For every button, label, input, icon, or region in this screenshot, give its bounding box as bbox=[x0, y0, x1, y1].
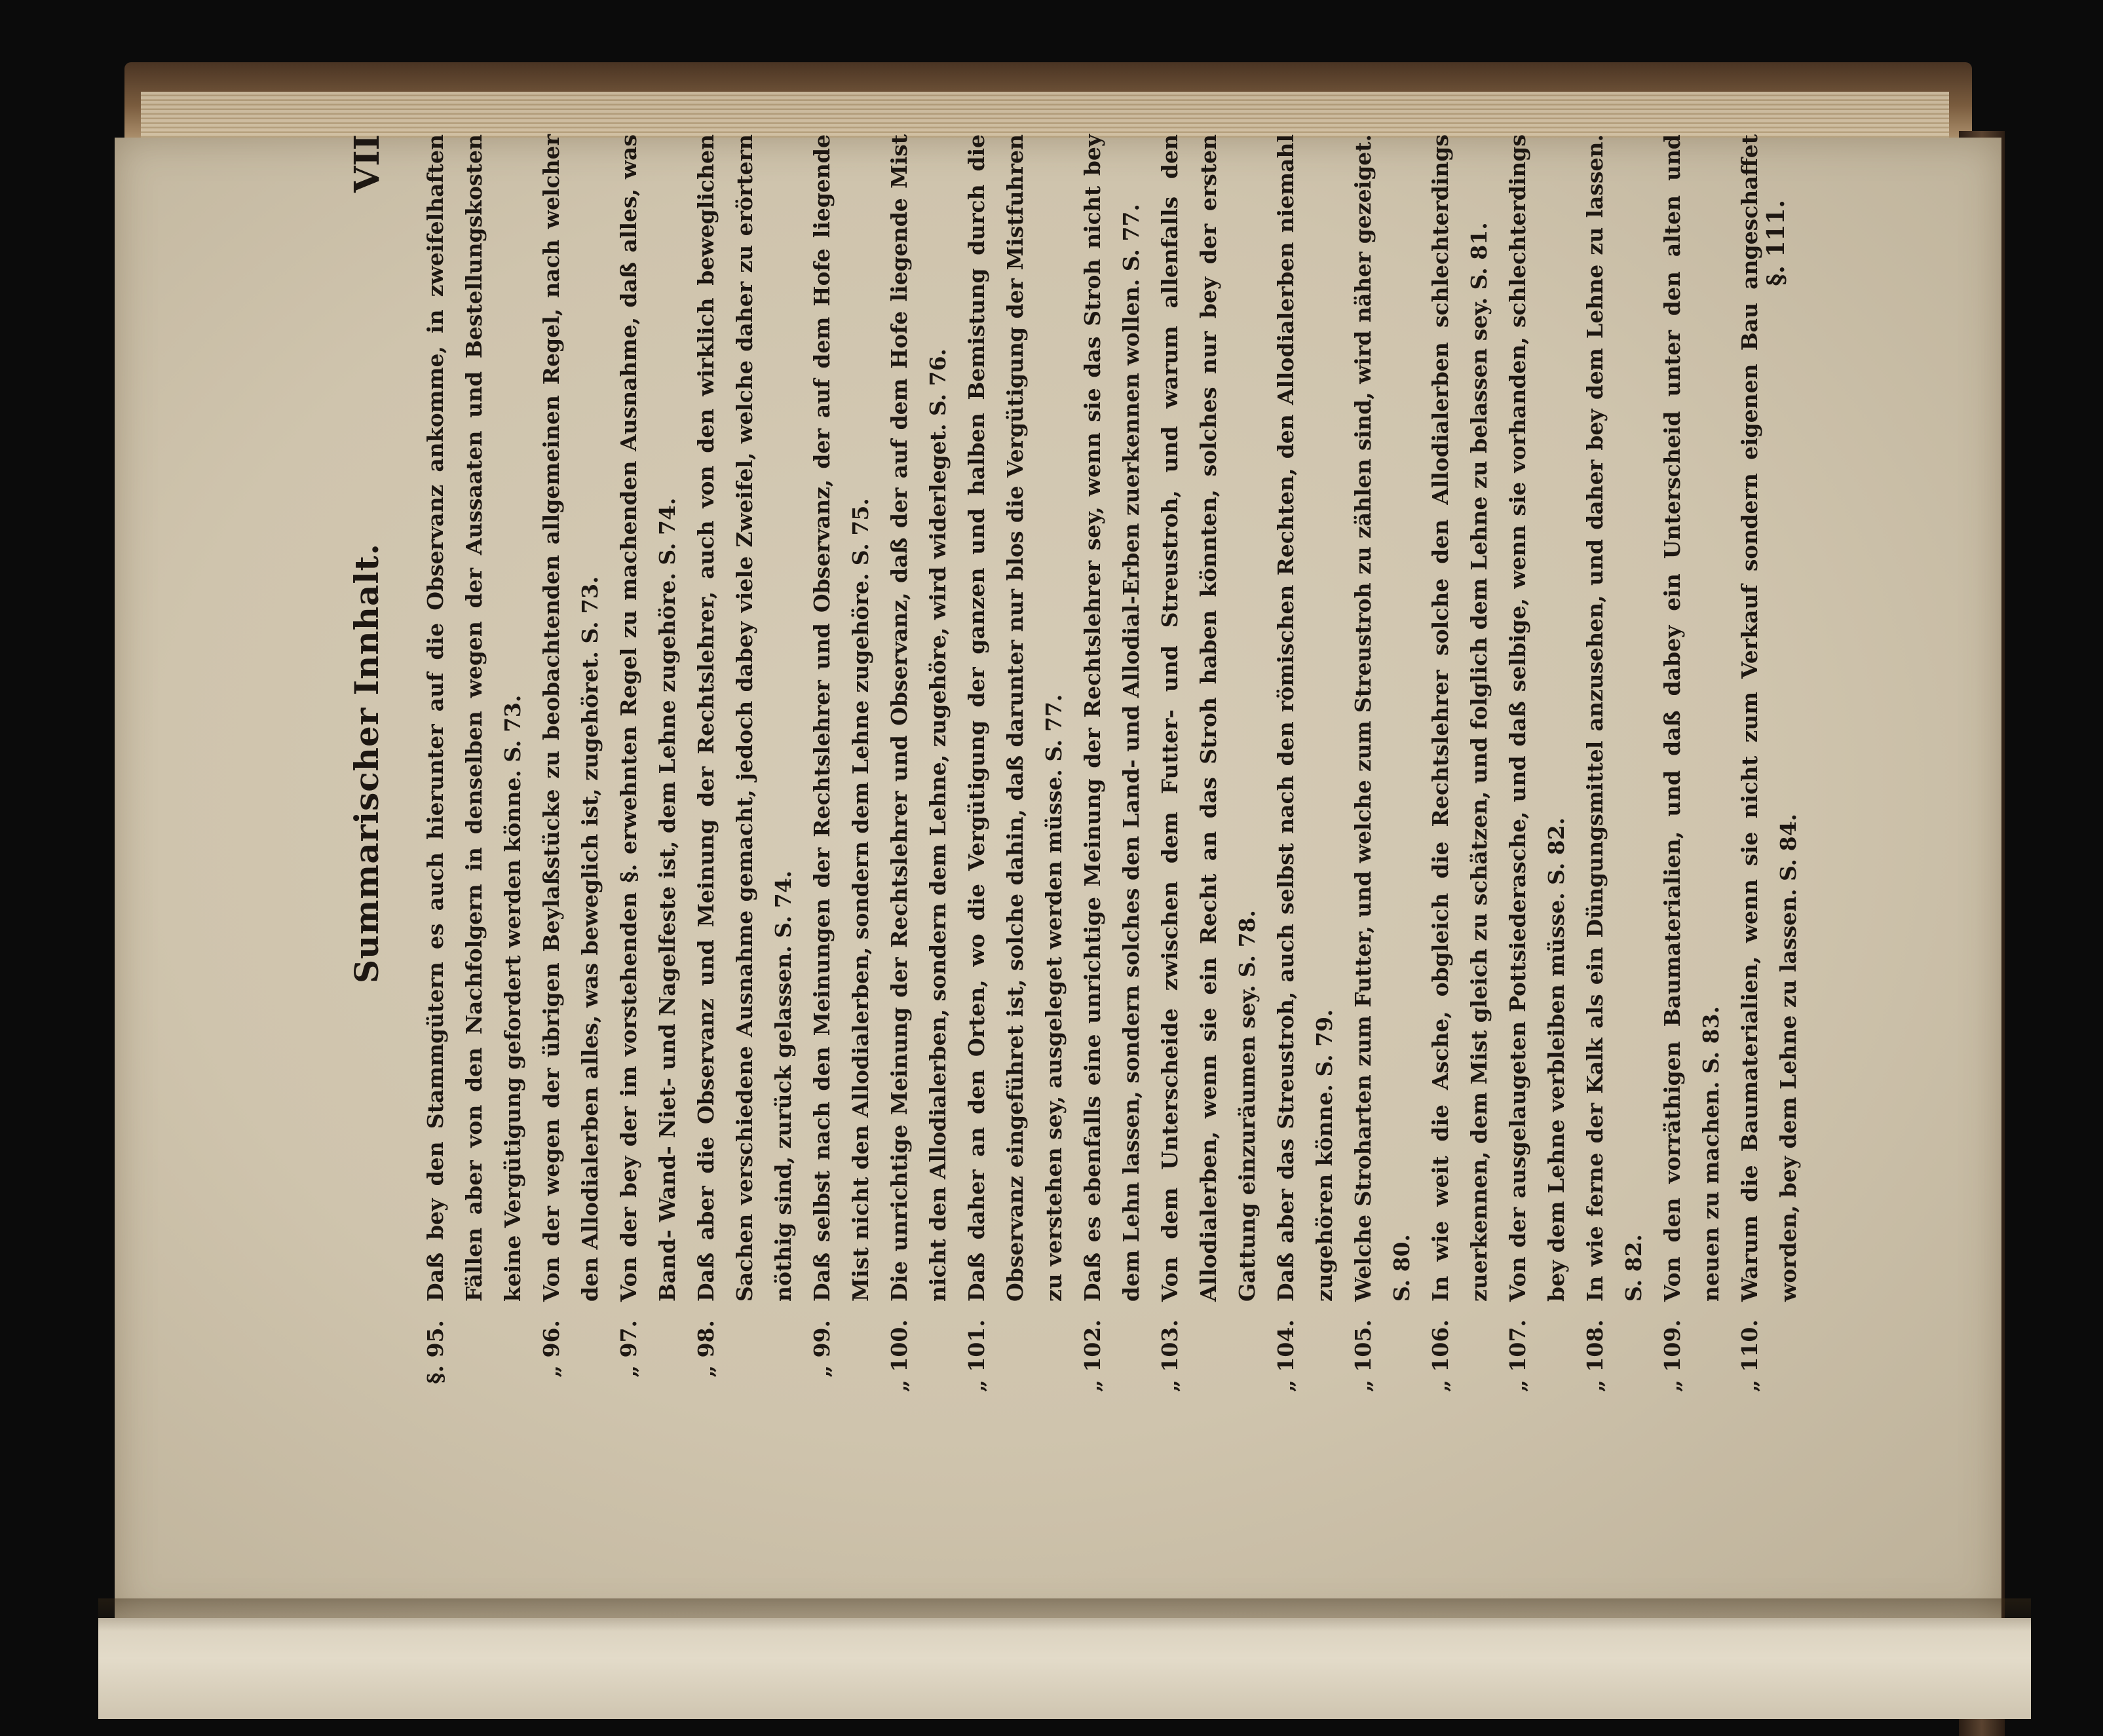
entry-number: „ 110. bbox=[1737, 1319, 1762, 1392]
entry-number: „ 108. bbox=[1582, 1319, 1608, 1392]
entry-text: In wie weit die Asche, obgleich die Rechtslehrer solche den Allodialerben schlechterdings zuerkennen, dem Mist gleich zu schätzen, und folglich dem Lehne zu belassen sey. S. 81. bbox=[1428, 134, 1492, 1302]
list-item bbox=[880, 134, 957, 1392]
entry-number: „ 103. bbox=[1157, 1319, 1183, 1392]
entry-text: Die unrichtige Meinung der Rechtslehrer und Observanz, daß der auf dem Hofe liegende Mist nicht den Allodialerben, sondern dem Lehne, zugehöre, wird widerleget. S. 76. bbox=[886, 134, 951, 1302]
entry-text: Daß daher an den Orten, wo die Vergütigung der ganzen und halben Bemistung durch die Observanz eingeführet ist, solche dahin, daß darunter nur blos die Vergütigung der Mistfuhren zu verstehen sey, ausgeleget werden müsse. S. 77. bbox=[964, 134, 1067, 1302]
entry-number: „ 97. bbox=[616, 1320, 641, 1378]
entry-number: „ 99. bbox=[809, 1320, 835, 1378]
page-title: Summarischer Innhalt. bbox=[347, 543, 386, 983]
facing-page bbox=[98, 1618, 2031, 1719]
list-item bbox=[416, 134, 532, 1392]
entry-number: „ 100. bbox=[886, 1319, 912, 1392]
entry-text: Daß selbst nach den Meinungen der Rechtslehrer und Observanz, der auf dem Hofe liegende Mist nicht den Allodialerben, sondern dem Lehne zugehöre. S. 75. bbox=[809, 134, 873, 1302]
list-item bbox=[532, 134, 609, 1392]
entry-number: „ 106. bbox=[1428, 1319, 1453, 1392]
list-item bbox=[1344, 134, 1421, 1392]
entry-text: Welche Stroharten zum Futter, und welche zum Streustroh zu zählen sind, wird näher gezeiget. S. 80. bbox=[1350, 134, 1414, 1302]
entry-number: „ 101. bbox=[964, 1319, 989, 1392]
entry-text: Daß es ebenfalls eine unrichtige Meinung der Rechtslehrer sey, wenn sie das Stroh nicht bey dem Lehn lassen, sondern solches den Land- und Allodial-Erben zuerkennen wollen. S. 77. bbox=[1080, 134, 1144, 1302]
rotated-text-block bbox=[341, 134, 1847, 1392]
spine-shadow bbox=[98, 1598, 2031, 1631]
entry-text: Von den vorräthigen Baumaterialien, und daß dabey ein Unterscheid unter den alten und neuen zu machen. S. 83. bbox=[1659, 134, 1724, 1302]
entry-text: Warum die Baumaterialien, wenn sie nicht zum Verkauf sondern eigenen Bau angeschaffet worden, bey dem Lehne zu lassen. S. 84. bbox=[1737, 134, 1801, 1302]
entry-number: „ 109. bbox=[1659, 1319, 1685, 1392]
list-item bbox=[1150, 134, 1266, 1392]
list-item bbox=[1498, 134, 1576, 1392]
entry-number: „ 107. bbox=[1505, 1319, 1530, 1392]
list-item bbox=[1730, 134, 1808, 1392]
list-item bbox=[609, 134, 687, 1392]
entry-text: Daß aber die Observanz und Meinung der Rechtslehrer, auch von den wirklich beweglichen Sachen verschiedene Ausnahme gemacht, jedoch dabey viele Zweifel, welche daher zu erörtern nöthig sind, zurück gelassen. S. 74. bbox=[693, 134, 796, 1302]
list-item bbox=[957, 134, 1073, 1392]
list-item bbox=[687, 134, 803, 1392]
entry-list bbox=[416, 134, 1808, 1392]
list-item bbox=[1266, 134, 1344, 1392]
entry-number: „ 102. bbox=[1080, 1319, 1105, 1392]
catchword: §. 111. bbox=[1762, 200, 1790, 286]
list-item bbox=[1421, 134, 1498, 1392]
list-item bbox=[1653, 134, 1730, 1392]
entry-text: Von dem Unterscheide zwischen dem Futter- und Streustroh, und warum allenfalls den Allodialerben, wenn sie ein Recht an das Stroh haben könnten, solches nur bey der ersten Gattung einzuräumen sey. S. 78. bbox=[1157, 134, 1260, 1302]
list-item bbox=[1576, 134, 1653, 1392]
page-header bbox=[341, 134, 419, 1392]
entry-text: Von der ausgelaugeten Pottsiederasche, und daß selbige, wenn sie vorhanden, schlechterdings bey dem Lehne verbleiben müsse. S. 82. bbox=[1505, 134, 1569, 1302]
entry-text: Daß bey den Stammgütern es auch hierunter auf die Observanz ankomme, in zweifelhaften Fällen aber von den Nachfolgern in denselben wegen der Aussaaten und Bestellungskosten keine Vergütigung gefordert werden könne. S. 73. bbox=[423, 134, 525, 1302]
entry-text: Von der bey der im vorstehenden §. erwehnten Regel zu machenden Ausnahme, daß alles, was Band- Wand- Niet- und Nagelfeste ist, dem Lehne zugehöre. S. 74. bbox=[616, 134, 680, 1302]
list-item bbox=[1073, 134, 1150, 1392]
entry-number: „ 104. bbox=[1273, 1319, 1298, 1392]
entry-number: „ 98. bbox=[693, 1320, 719, 1378]
entry-text: Daß aber das Streustroh, auch selbst nach den römischen Rechten, den Allodialerben niemahl zugehören könne. S. 79. bbox=[1273, 134, 1337, 1302]
list-item bbox=[803, 134, 880, 1392]
entry-number: §. 95. bbox=[423, 1320, 448, 1384]
entry-number: „ 96. bbox=[539, 1320, 564, 1378]
page-number: VII bbox=[347, 134, 387, 193]
entry-text: Von der wegen der übrigen Beylaßstücke zu beobachtenden allgemeinen Regel, nach welcher den Allodialerben alles, was beweglich ist, zugehöret. S. 73. bbox=[539, 134, 603, 1302]
entry-text: In wie ferne der Kalk als ein Düngungsmittel anzusehen, und daher bey dem Lehne zu lassen. S. 82. bbox=[1582, 134, 1646, 1302]
entry-number: „ 105. bbox=[1350, 1319, 1376, 1392]
